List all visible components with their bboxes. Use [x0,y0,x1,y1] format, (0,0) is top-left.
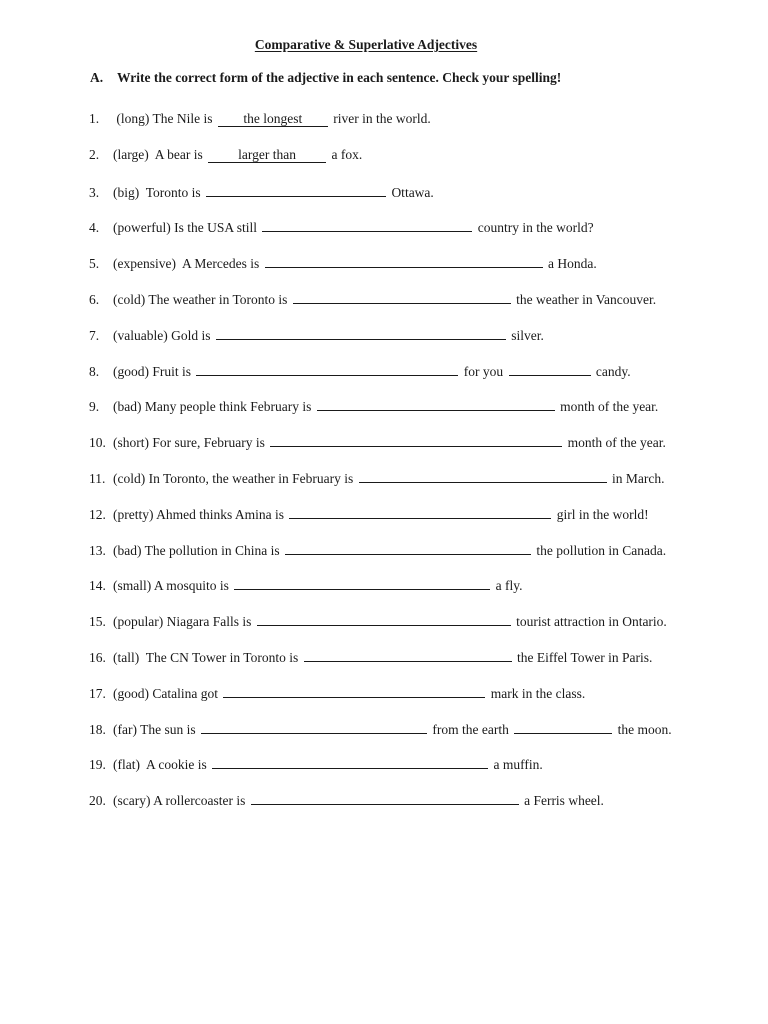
item-text: (good) Catalina got [113,685,222,701]
item-text: the Eiffel Tower in Paris. [513,650,653,665]
item-text: the moon. [614,721,672,737]
item-number: 7. [89,327,100,343]
answer-blank[interactable] [359,468,607,483]
item-text: Ottawa. [388,184,434,200]
answer-blank[interactable] [304,647,512,662]
item-text: (big) Toronto is [113,184,205,200]
item-text: girl in the world! [553,506,649,522]
answer-blank[interactable] [216,325,506,340]
answer-blank[interactable] [293,289,511,304]
item-text: (powerful) Is the USA still [113,220,261,236]
item-number: 1. [89,111,100,126]
answer-blank[interactable] [317,396,555,411]
answer-blank[interactable] [251,790,519,805]
item-text: the pollution in Canada. [532,542,667,558]
item-number: 12. [89,506,106,522]
item-number: 20. [89,793,106,809]
page-title: Comparative & Superlative Adjectives [254,37,478,52]
item-text: from the earth [428,721,513,737]
answer-blank[interactable] [509,361,591,376]
section-letter: A. [90,70,104,85]
item-text: month of the year. [564,435,666,451]
exercise-item [89,504,649,522]
item-number: 9. [89,399,100,415]
item-text: (flat) A cookie is [113,757,211,773]
item-text: a Ferris wheel. [520,793,604,809]
answer-blank[interactable] [514,719,612,734]
item-text: country in the world? [474,220,594,236]
answer-blank[interactable] [289,504,551,519]
item-number: 18. [89,721,106,737]
answer-blank[interactable] [257,611,511,626]
answer-blank-filled[interactable]: the longest [218,112,328,127]
exercise-item [89,110,431,128]
item-number: 13. [89,542,106,558]
item-number: 14. [89,578,106,594]
exercise-item [89,432,666,450]
item-text: for you [460,363,507,379]
item-text: silver. [507,327,544,343]
item-text: (long) The Nile is [113,111,216,126]
answer-blank[interactable] [201,719,427,734]
instructions-text: Write the correct form of the adjective in each sentence. Check your spelling! [117,70,562,85]
exercise-item [89,790,604,808]
exercise-item [89,683,585,701]
item-number: 2. [89,146,100,162]
item-text: (short) For sure, February is [113,435,269,451]
exercise-item [89,325,544,343]
item-number: 6. [89,292,100,307]
item-text: (popular) Niagara Falls is [113,614,255,630]
item-text: (good) Fruit is [113,363,195,379]
answer-blank[interactable] [270,432,562,447]
answer-blank[interactable] [234,575,490,590]
item-text: (pretty) Ahmed thinks Amina is [113,506,288,522]
item-text: (far) The sun is [113,721,199,737]
item-number: 10. [89,435,106,451]
item-text: tourist attraction in Ontario. [512,614,667,630]
item-number: 19. [89,757,106,773]
item-text: (cold) In Toronto, the weather in February is [113,471,357,486]
exercise-item [89,289,656,307]
answer-blank[interactable] [265,253,543,268]
item-text: a fly. [492,578,523,594]
item-text: (valuable) Gold is [113,327,214,343]
item-text: (tall) The CN Tower in Toronto is [113,650,302,665]
item-text: (bad) The pollution in China is [113,542,283,558]
item-text: month of the year. [556,399,659,415]
item-text: a muffin. [490,757,543,773]
item-text: mark in the class. [487,685,586,701]
item-text: (cold) The weather in Toronto is [113,292,291,307]
answer-blank[interactable] [285,540,531,555]
answer-blank[interactable] [196,361,458,376]
item-text: a fox. [328,146,363,162]
exercise-item [89,754,543,772]
answer-blank[interactable] [223,683,485,698]
item-number: 15. [89,614,106,630]
item-text: (small) A mosquito is [113,578,233,594]
item-text: candy. [592,363,631,379]
item-number: 5. [89,256,100,272]
item-number: 11. [89,471,106,486]
item-number: 8. [89,363,100,379]
exercise-item [89,361,631,379]
instructions [90,70,561,86]
answer-blank[interactable] [212,754,488,769]
item-text: (expensive) A Mercedes is [113,256,263,272]
exercise-item [89,182,434,200]
item-text: (bad) Many people think February is [113,399,315,415]
exercise-item [89,468,664,486]
exercise-item [89,217,594,235]
item-number: 16. [89,650,106,665]
exercise-item [89,611,667,629]
item-number: 17. [89,685,106,701]
answer-blank-filled[interactable]: larger than [208,148,326,163]
item-text: (scary) A rollercoaster is [113,793,249,809]
exercise-item [89,396,658,414]
item-text: river in the world. [329,111,431,126]
exercise-item [89,253,597,271]
item-number: 3. [89,184,100,200]
item-text: the weather in Vancouver. [512,292,657,307]
exercise-item [89,575,523,593]
exercise-item [89,647,652,665]
exercise-item [89,146,362,164]
answer-blank[interactable] [262,217,472,232]
answer-blank[interactable] [206,182,386,197]
item-number: 4. [89,220,100,236]
item-text: in March. [608,471,665,486]
item-text: (large) A bear is [113,146,207,162]
exercise-item [89,540,666,558]
exercise-item [89,719,672,737]
item-text: a Honda. [544,256,597,272]
